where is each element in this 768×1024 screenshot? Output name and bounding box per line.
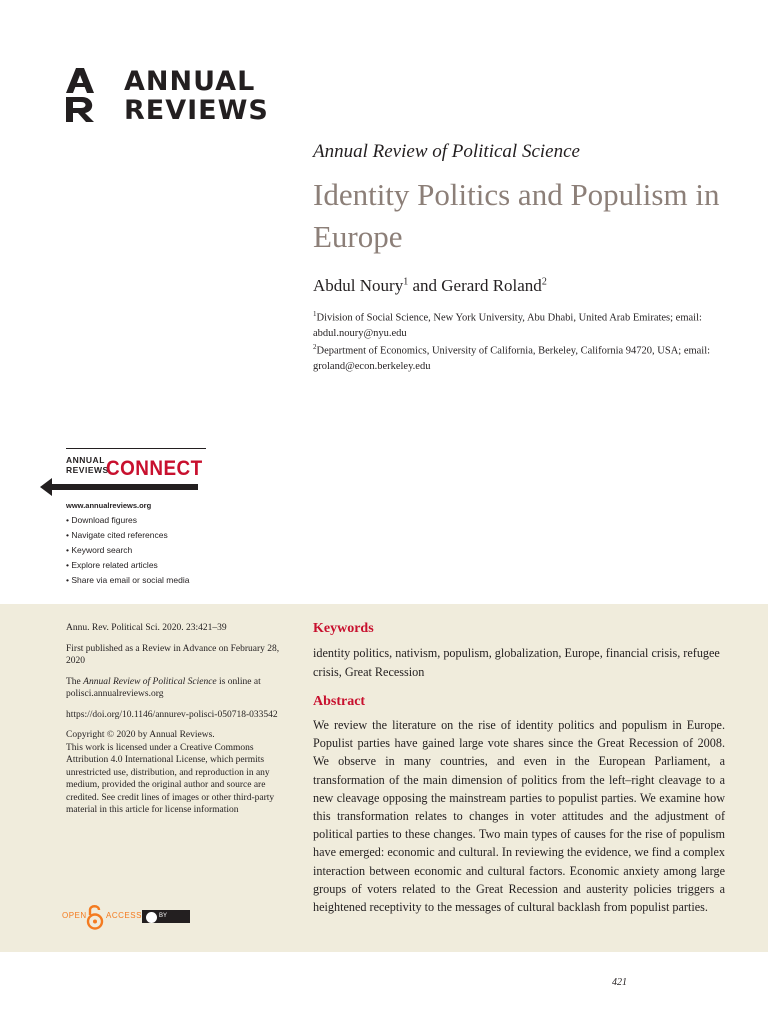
journal-name: Annual Review of Political Science (313, 141, 580, 162)
access-label: ACCESS (106, 911, 142, 920)
connect-feature-item: • Navigate cited references (66, 530, 168, 540)
connect-small-annual: ANNUAL (66, 455, 105, 465)
author-name: Abdul Noury (313, 276, 404, 295)
doi-link[interactable]: https://doi.org/10.1146/annurev-polisci-050718-033542 (66, 709, 278, 720)
article-metadata (66, 622, 286, 825)
annual-reviews-logo (66, 66, 269, 126)
cc-by-license-icon (142, 910, 190, 923)
affiliation-text: Division of Social Science, New York University, Abu Dhabi, United Arab Emirates; email: abdul.noury@nyu.edu (313, 312, 702, 339)
cc-circle-icon (146, 912, 157, 923)
connect-url-link[interactable]: www.annualreviews.org (66, 501, 152, 510)
connect-feature-item: • Download figures (66, 515, 138, 525)
online-note-prefix: The (66, 676, 84, 687)
affiliation-marker: 1 (313, 310, 317, 318)
citation: Annu. Rev. Political Sci. 2020. 23:421–39 (66, 623, 227, 633)
abstract-text: We review the literature on the rise of identity politics and populism in Europe. Populist parties have gained large vote shares since the Great Recession of 2008. We observe in many countries, and even in the European Parliament, a transformation of the main dimension of politics from the left–right cleavage to a new cleavage opposing the mainstream parties to populist parties. We examine how this transformation relates to changes in voter attitudes and the adjustment of political parties to these changes. Two main types of causes for the rise of populism have emerged: economic and cultural. In reviewing the evidence, we find a complex interaction between economic and cultural factors. Economic anxiety among large groups of voters related to the Great Recession and austerity policies triggers a heightened receptivity to the messages of cultural backlash from populist parties. (313, 718, 725, 915)
affiliation-marker: 2 (313, 343, 317, 351)
affiliation (313, 307, 743, 341)
open-access-lock-icon (86, 904, 104, 930)
connect-feature-item: • Explore related articles (66, 560, 158, 570)
page-number: 421 (612, 977, 627, 988)
open-access-badge[interactable] (62, 904, 192, 930)
connect-feature-item: • Share via email or social media (66, 575, 190, 585)
online-note-journal: Annual Review of Political Science (83, 676, 217, 687)
first-published-note: First published as a Review in Advance on February 28, 2020 (66, 643, 280, 666)
connect-feature-list (66, 513, 189, 588)
affiliation (313, 340, 743, 374)
logo-word-reviews: REVIEWS (124, 95, 269, 126)
connect-feature-item: • Keyword search (66, 545, 133, 555)
logo-word-annual: ANNUAL (124, 66, 256, 97)
author-affiliation-marker: 1 (403, 276, 409, 288)
connect-small-reviews: REVIEWS (66, 465, 109, 475)
affiliation-text: Department of Economics, University of California, Berkeley, California 94720, USA; email: groland@econ.berkeley.edu (313, 345, 711, 372)
cc-by-label: BY (159, 913, 168, 919)
connect-brand: CONNECT (106, 457, 203, 480)
online-note (66, 676, 286, 701)
copyright-line: Copyright © 2020 by Annual Reviews. (66, 730, 215, 740)
abstract-heading: Abstract (313, 694, 366, 709)
online-note-suffix[interactable]: is online at polisci.annualreviews.org (66, 676, 261, 699)
article-title: Identity Politics and Populism in Europe (313, 177, 720, 254)
author-name: Gerard Roland (441, 276, 542, 295)
connect-divider (66, 448, 206, 449)
author-affiliation-marker: 2 (541, 276, 547, 288)
connect-box[interactable] (40, 448, 206, 588)
keywords-text: identity politics, nativism, populism, globalization, Europe, financial crisis, refugee crisis, Great Recession (313, 646, 720, 679)
author-joiner: and (408, 276, 442, 295)
keywords-heading: Keywords (313, 621, 374, 636)
annual-reviews-mark-icon (66, 68, 100, 122)
license-text: This work is licensed under a Creative Commons Attribution 4.0 International License, which permits unrestricted use, distribution, and reproduction in any medium, provided the original author and source are credited. See credit lines of images or other third-party material in this article for license information (66, 742, 275, 815)
open-label: OPEN (62, 911, 87, 920)
author-list (313, 276, 547, 296)
arrow-left-icon (40, 478, 200, 496)
